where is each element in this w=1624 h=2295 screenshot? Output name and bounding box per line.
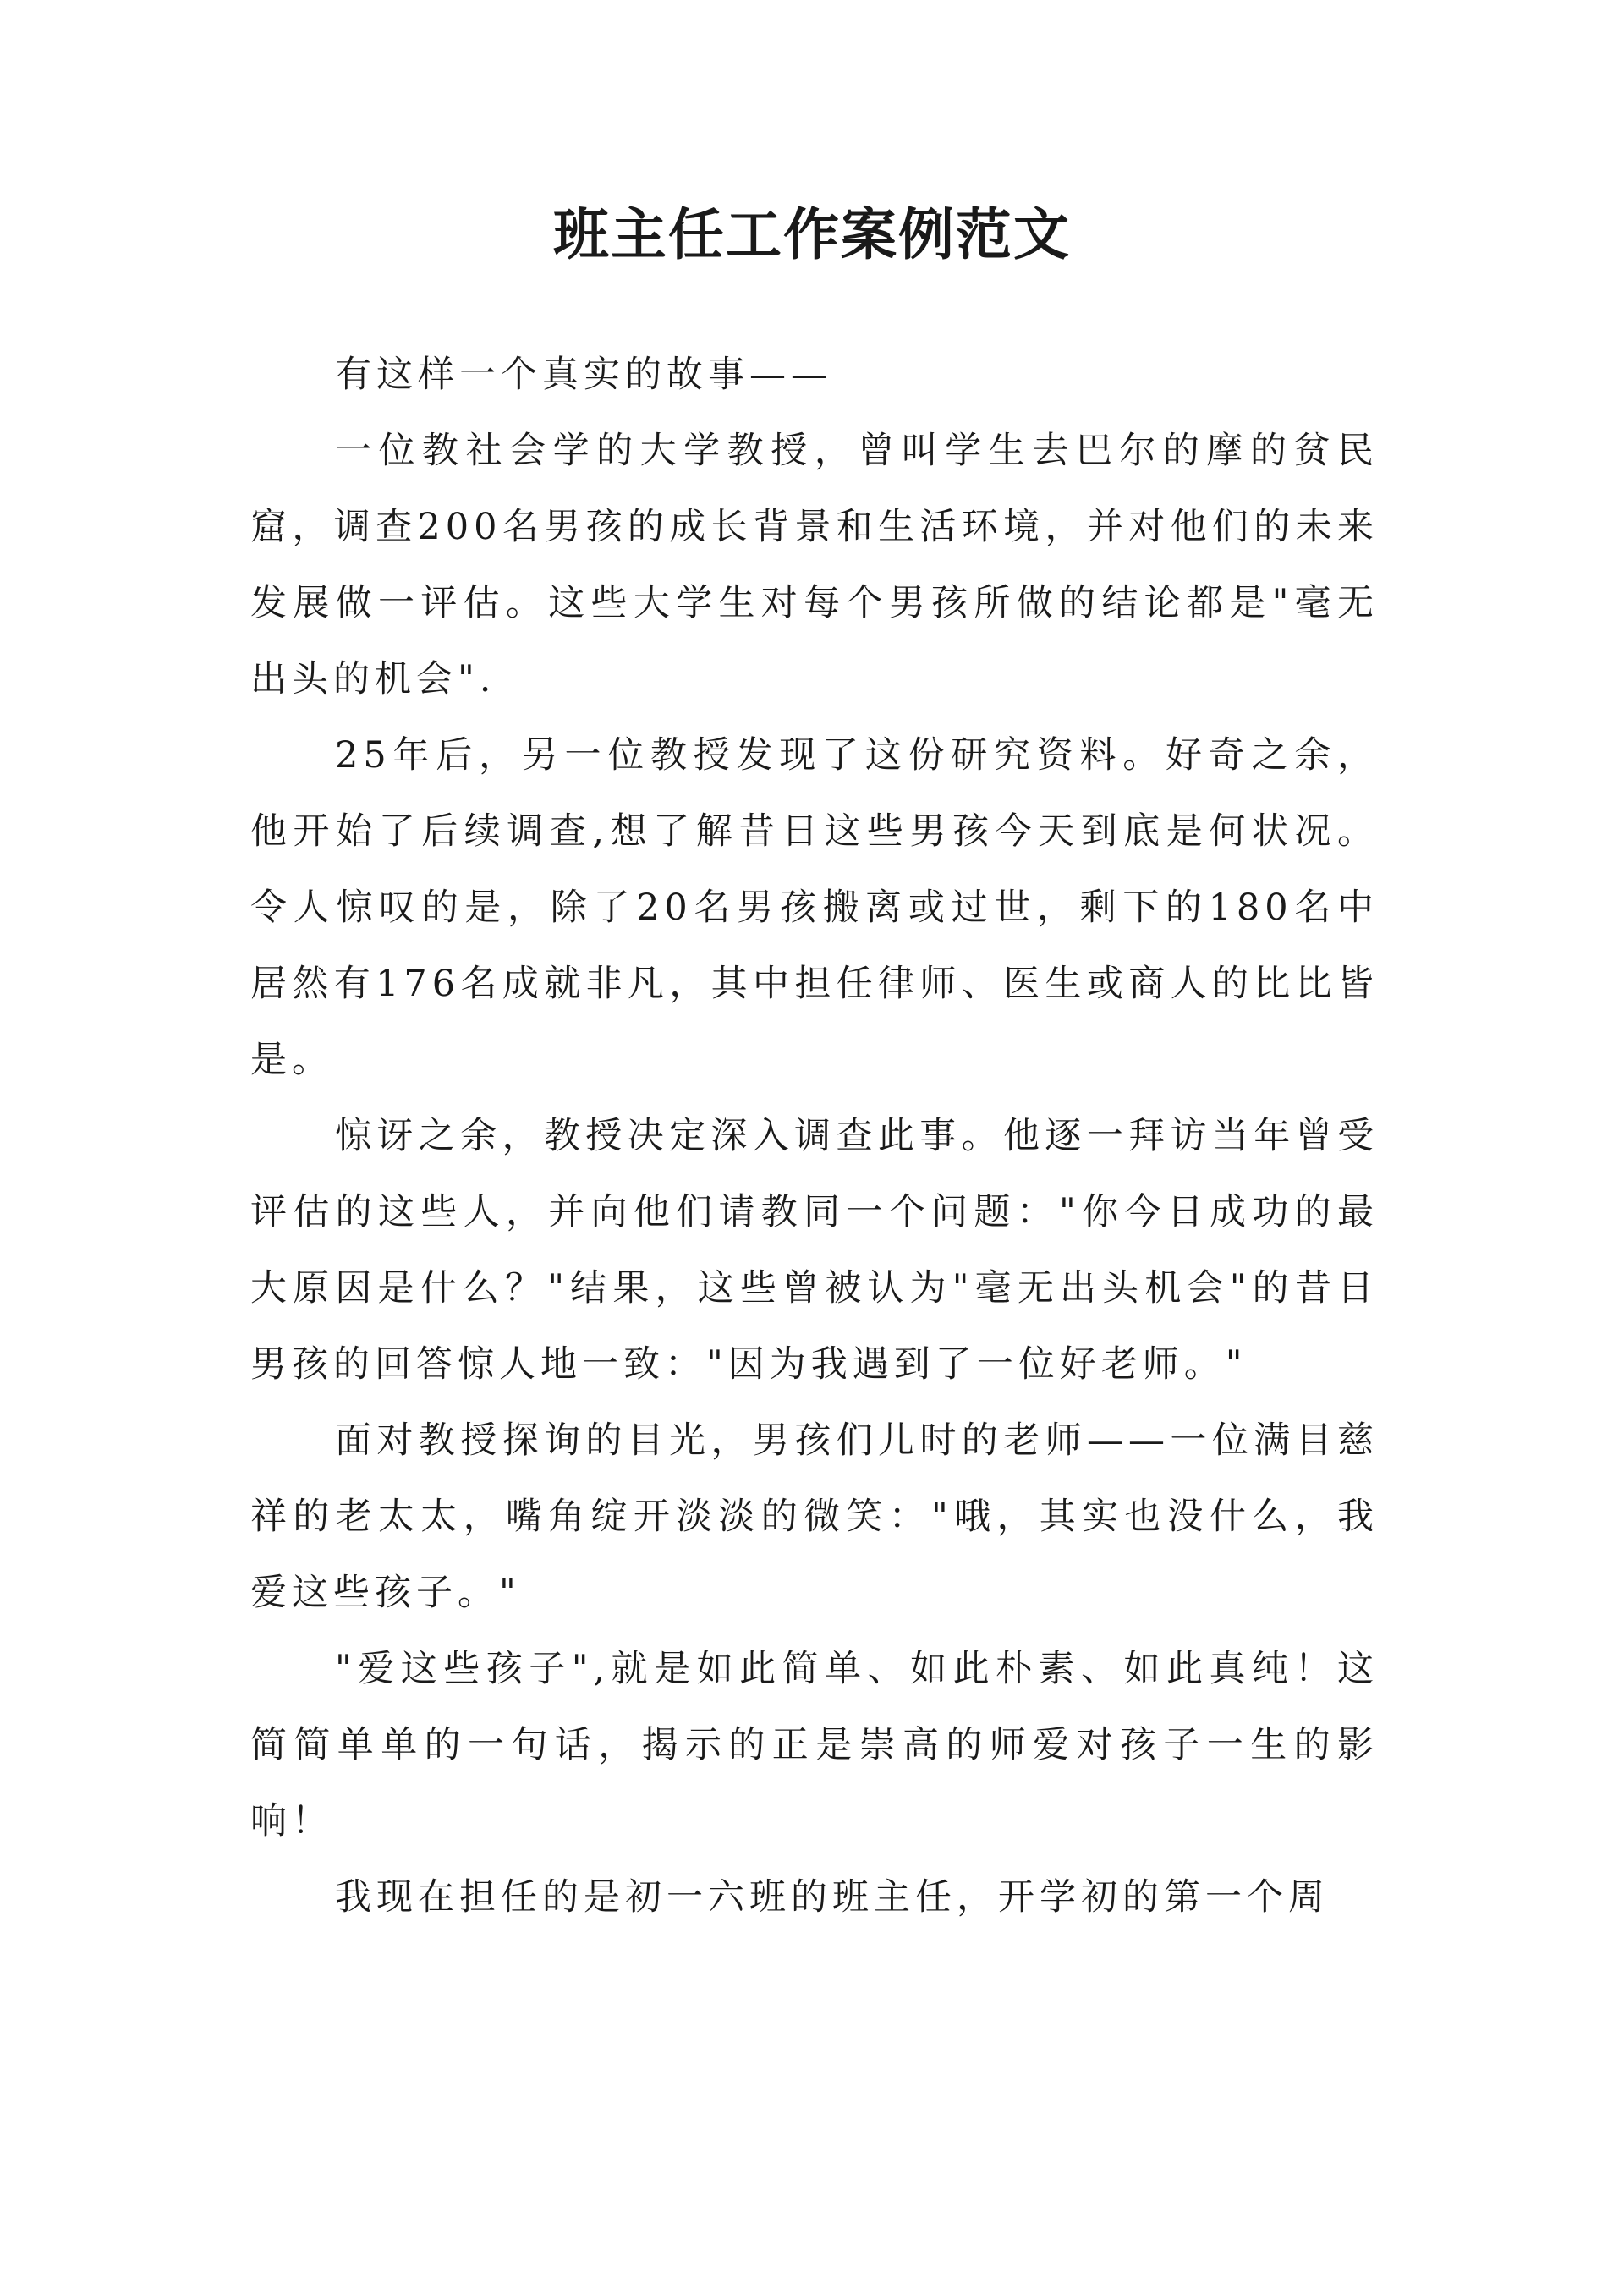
paragraph: 有这样一个真实的故事—— bbox=[335, 354, 832, 396]
paragraph: 25年后，另一位教授发现了这份研究资料。好奇之余，他开始了后续调查,想了解昔日这些男孩今天到底是何状况。令人惊叹的是，除了20名男孩搬离或过世，剩下的180名中居然有176名成就非凡，其中担任律师、医生或商人的比比皆是。 bbox=[250, 734, 1379, 1081]
page-title: 班主任工作案例范文 bbox=[553, 201, 1071, 267]
paragraph: 惊讶之余，教授决定深入调查此事。他逐一拜访当年曾受评估的这些人，并向他们请教同一个问题："你今日成功的最大原因是什么？"结果，这些曾被认为"毫无出头机会"的昔日男孩的回答惊人地一致："因为我遇到了一位好老师。" bbox=[250, 1115, 1379, 1386]
paragraph: "爱这些孩子",就是如此简单、如此朴素、如此真纯！这简简单单的一句话，揭示的正是崇高的师爱对孩子一生的影响！ bbox=[250, 1648, 1379, 1842]
paragraph: 我现在担任的是初一六班的班主任，开学初的第一个周 bbox=[335, 1876, 1330, 1919]
paragraph: 面对教授探询的目光，男孩们儿时的老师——一位满目慈祥的老太太，嘴角绽开淡淡的微笑："哦，其实也没什么，我爱这些孩子。" bbox=[250, 1419, 1379, 1614]
document-body bbox=[250, 337, 1379, 1935]
paragraph: 一位教社会学的大学教授，曾叫学生去巴尔的摩的贫民窟，调查200名男孩的成长背景和生活环境，并对他们的未来发展做一评估。这些大学生对每个男孩所做的结论都是"毫无出头的机会". bbox=[250, 430, 1379, 700]
